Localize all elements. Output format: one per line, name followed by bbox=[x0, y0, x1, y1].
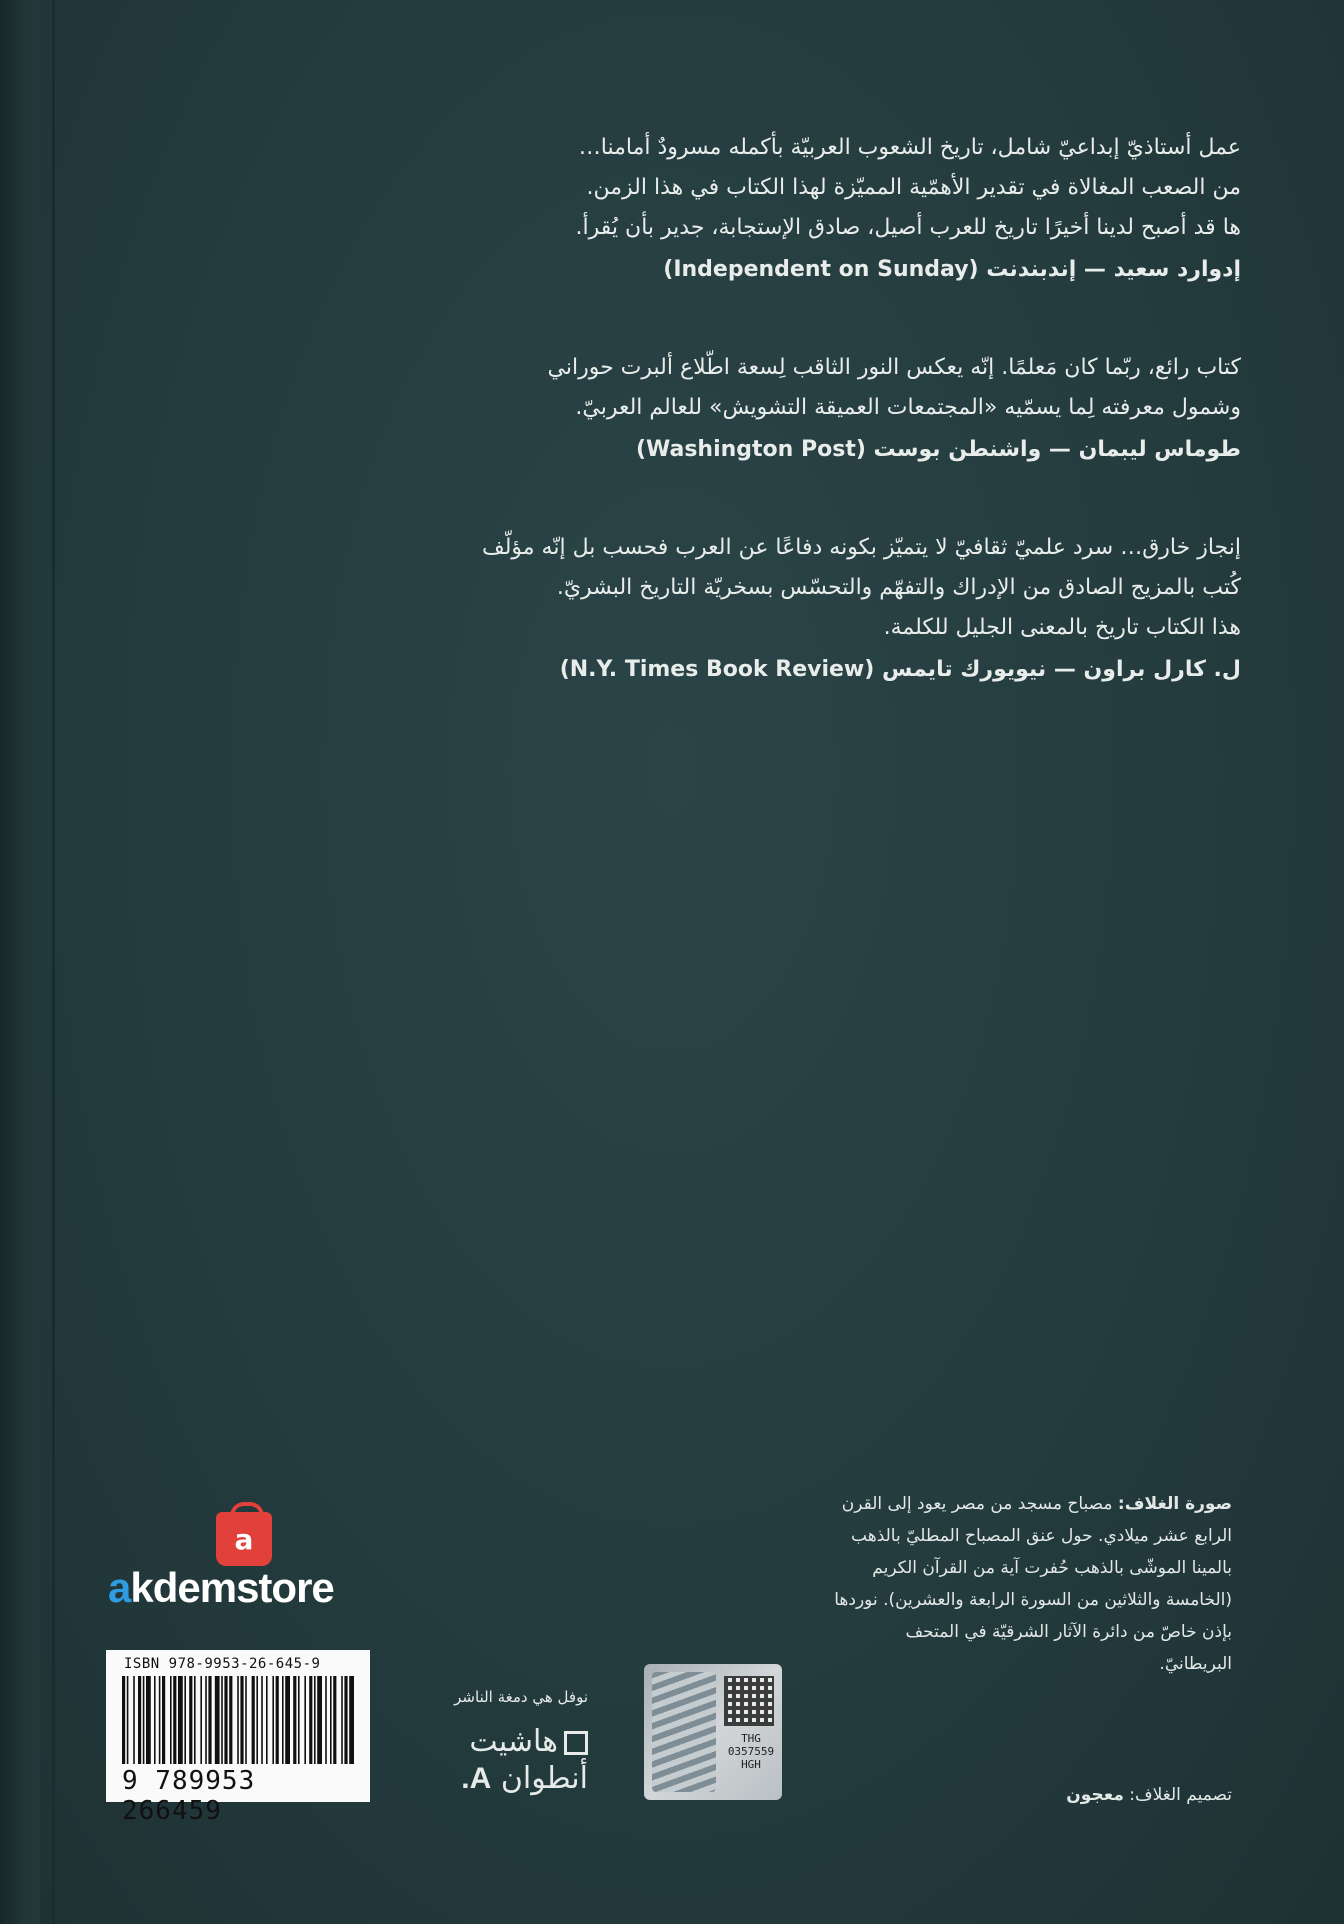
barcode-bar bbox=[170, 1676, 172, 1764]
cover-image-caption bbox=[832, 1488, 1232, 1680]
antoine-name: أنطوان bbox=[500, 1761, 588, 1796]
barcode-bar bbox=[237, 1676, 239, 1764]
hachette-mark-icon bbox=[564, 1731, 588, 1755]
blurb-line: كُتب بالمزيج الصادق من الإدراك والتفهّم والتحسّس بسخريّة التاريخ البشريّ. bbox=[556, 575, 1241, 600]
blurb-line: وشمول معرفته لِما يسمّيه «المجتمعات العميقة التشويش» للعالم العربيّ. bbox=[575, 395, 1241, 420]
barcode-bar bbox=[304, 1676, 306, 1764]
barcode-bar bbox=[122, 1676, 125, 1764]
barcode-bar bbox=[349, 1676, 354, 1764]
barcode-bar bbox=[266, 1676, 268, 1764]
barcode-bar bbox=[224, 1676, 227, 1764]
barcode-bar bbox=[256, 1676, 258, 1764]
barcode-bar bbox=[215, 1676, 220, 1764]
barcode-bar bbox=[282, 1676, 284, 1764]
sticker-code-line: THG bbox=[741, 1732, 761, 1745]
designer-name: معجون bbox=[1066, 1785, 1124, 1805]
hologram-icon bbox=[652, 1672, 716, 1792]
design-label: تصميم الغلاف: bbox=[1129, 1785, 1232, 1805]
barcode-bar bbox=[314, 1676, 316, 1764]
barcode-bar bbox=[285, 1676, 290, 1764]
wordmark-rest: kdemstore bbox=[130, 1564, 334, 1611]
review-blurb bbox=[341, 348, 1241, 470]
publisher-imprint bbox=[398, 1688, 588, 1796]
authenticity-sticker bbox=[644, 1664, 782, 1800]
caption-text: مصباح مسجد من مصر يعود إلى القرن الرابع عشر ميلادي. حول عنق المصباح المطليّ بالذهب بالمينا الموشّى بالذهب حُفرت آية من القرآن الكريم (الخامسة والثلاثين من السورة الرابعة والعشرين). نوردها بإذن خاصّ من دائرة الآثار الشرقيّة في المتحف البريطانيّ. bbox=[834, 1494, 1232, 1674]
sticker-code-line: HGH bbox=[741, 1758, 761, 1771]
barcode-bar bbox=[146, 1676, 151, 1764]
barcode-bar bbox=[127, 1676, 129, 1764]
barcode-bar bbox=[298, 1676, 300, 1764]
antoine-logo bbox=[398, 1761, 588, 1796]
barcode-bar bbox=[276, 1676, 279, 1764]
publisher-tagline: نوفل هي دمغة الناشر bbox=[454, 1688, 588, 1706]
shopping-bag-icon: a bbox=[216, 1512, 272, 1566]
blurb-line: عمل أستاذيّ إبداعيّ شامل، تاريخ الشعوب العربيّة بأكمله مسرودٌ أمامنا… bbox=[578, 135, 1241, 160]
hachette-name: هاشيت bbox=[469, 1724, 558, 1759]
barcode-bar bbox=[333, 1676, 336, 1764]
blurb-line: كتاب رائع، ربّما كان مَعلمًا. إنّه يعكس النور الثاقب لِسعة اطّلاع ألبرت حوراني bbox=[547, 355, 1241, 380]
barcode-bar bbox=[272, 1676, 274, 1764]
barcode-bar bbox=[162, 1676, 165, 1764]
isbn-barcode bbox=[106, 1650, 370, 1826]
cover-design-credit bbox=[1066, 1785, 1232, 1805]
sticker-code-line: 0357559 bbox=[727, 1745, 775, 1758]
barcode-bar bbox=[138, 1676, 141, 1764]
store-wordmark bbox=[108, 1564, 334, 1612]
barcode-bar bbox=[330, 1676, 332, 1764]
barcode-bar bbox=[194, 1676, 196, 1764]
barcode-bar bbox=[200, 1676, 202, 1764]
barcode-bar bbox=[309, 1676, 312, 1764]
blurb-attribution: ل. كارل براون — نيويورك تايمس (N.Y. Times Book Review) bbox=[559, 657, 1241, 682]
blurb-line: من الصعب المغالاة في تقدير الأهمّية المميّزة لهذا الكتاب في هذا الزمن. bbox=[586, 175, 1241, 200]
barcode-bar bbox=[252, 1676, 255, 1764]
barcode-bar bbox=[189, 1676, 192, 1764]
barcode-bar bbox=[133, 1676, 135, 1764]
barcode-bar bbox=[154, 1676, 156, 1764]
barcode-bar bbox=[208, 1676, 211, 1764]
barcode-bar bbox=[143, 1676, 145, 1764]
barcode-bar bbox=[341, 1676, 343, 1764]
barcode-bar bbox=[205, 1676, 207, 1764]
blurb-line: هذا الكتاب تاريخ بالمعنى الجليل للكلمة. bbox=[883, 615, 1241, 640]
isbn-text: ISBN 978-9953-26-645-9 bbox=[124, 1656, 321, 1672]
review-blurb bbox=[341, 128, 1241, 290]
barcode-bar bbox=[245, 1676, 247, 1764]
caption-label: صورة الغلاف: bbox=[1117, 1494, 1232, 1514]
barcode-bar bbox=[293, 1676, 296, 1764]
hachette-logo bbox=[398, 1724, 588, 1759]
store-logo bbox=[108, 1512, 378, 1612]
review-blurbs bbox=[341, 128, 1241, 748]
barcode-digits: 9 789953 266459 bbox=[122, 1766, 256, 1826]
qr-code-icon bbox=[724, 1676, 774, 1726]
barcode-bar bbox=[261, 1676, 263, 1764]
sticker-code bbox=[722, 1732, 780, 1771]
barcode-bar bbox=[173, 1676, 176, 1764]
barcode-bar bbox=[178, 1676, 183, 1764]
blurb-attribution: إدوارد سعيد — إندبندنت (Independent on Sunday) bbox=[663, 257, 1241, 282]
barcode-bar bbox=[184, 1676, 186, 1764]
wordmark-prefix: a bbox=[108, 1564, 131, 1611]
barcode-bar bbox=[317, 1676, 322, 1764]
blurb-attribution: طوماس ليبمان — واشنطن بوست (Washington Post) bbox=[635, 437, 1241, 462]
spine-edge bbox=[0, 0, 40, 1924]
blurb-line: إنجاز خارق… سرد علميّ ثقافيّ لا يتميّز بكونه دفاعًا عن العرب فحسب بل إنّه مؤلّف bbox=[481, 535, 1241, 560]
spine-hinge-line bbox=[52, 0, 55, 1924]
barcode-bar bbox=[240, 1676, 243, 1764]
barcode-bar bbox=[221, 1676, 223, 1764]
barcode-bar bbox=[344, 1676, 347, 1764]
review-blurb bbox=[341, 528, 1241, 690]
blurb-line: ها قد أصبح لدينا أخيرًا تاريخ للعرب أصيل، صادق الإستجابة، جدير بأن يُقرأ. bbox=[575, 215, 1241, 240]
barcode-bar bbox=[229, 1676, 232, 1764]
barcode-bar bbox=[159, 1676, 161, 1764]
barcode-bars bbox=[122, 1676, 354, 1764]
barcode-bar bbox=[325, 1676, 327, 1764]
antoine-mark: A. bbox=[461, 1762, 492, 1795]
